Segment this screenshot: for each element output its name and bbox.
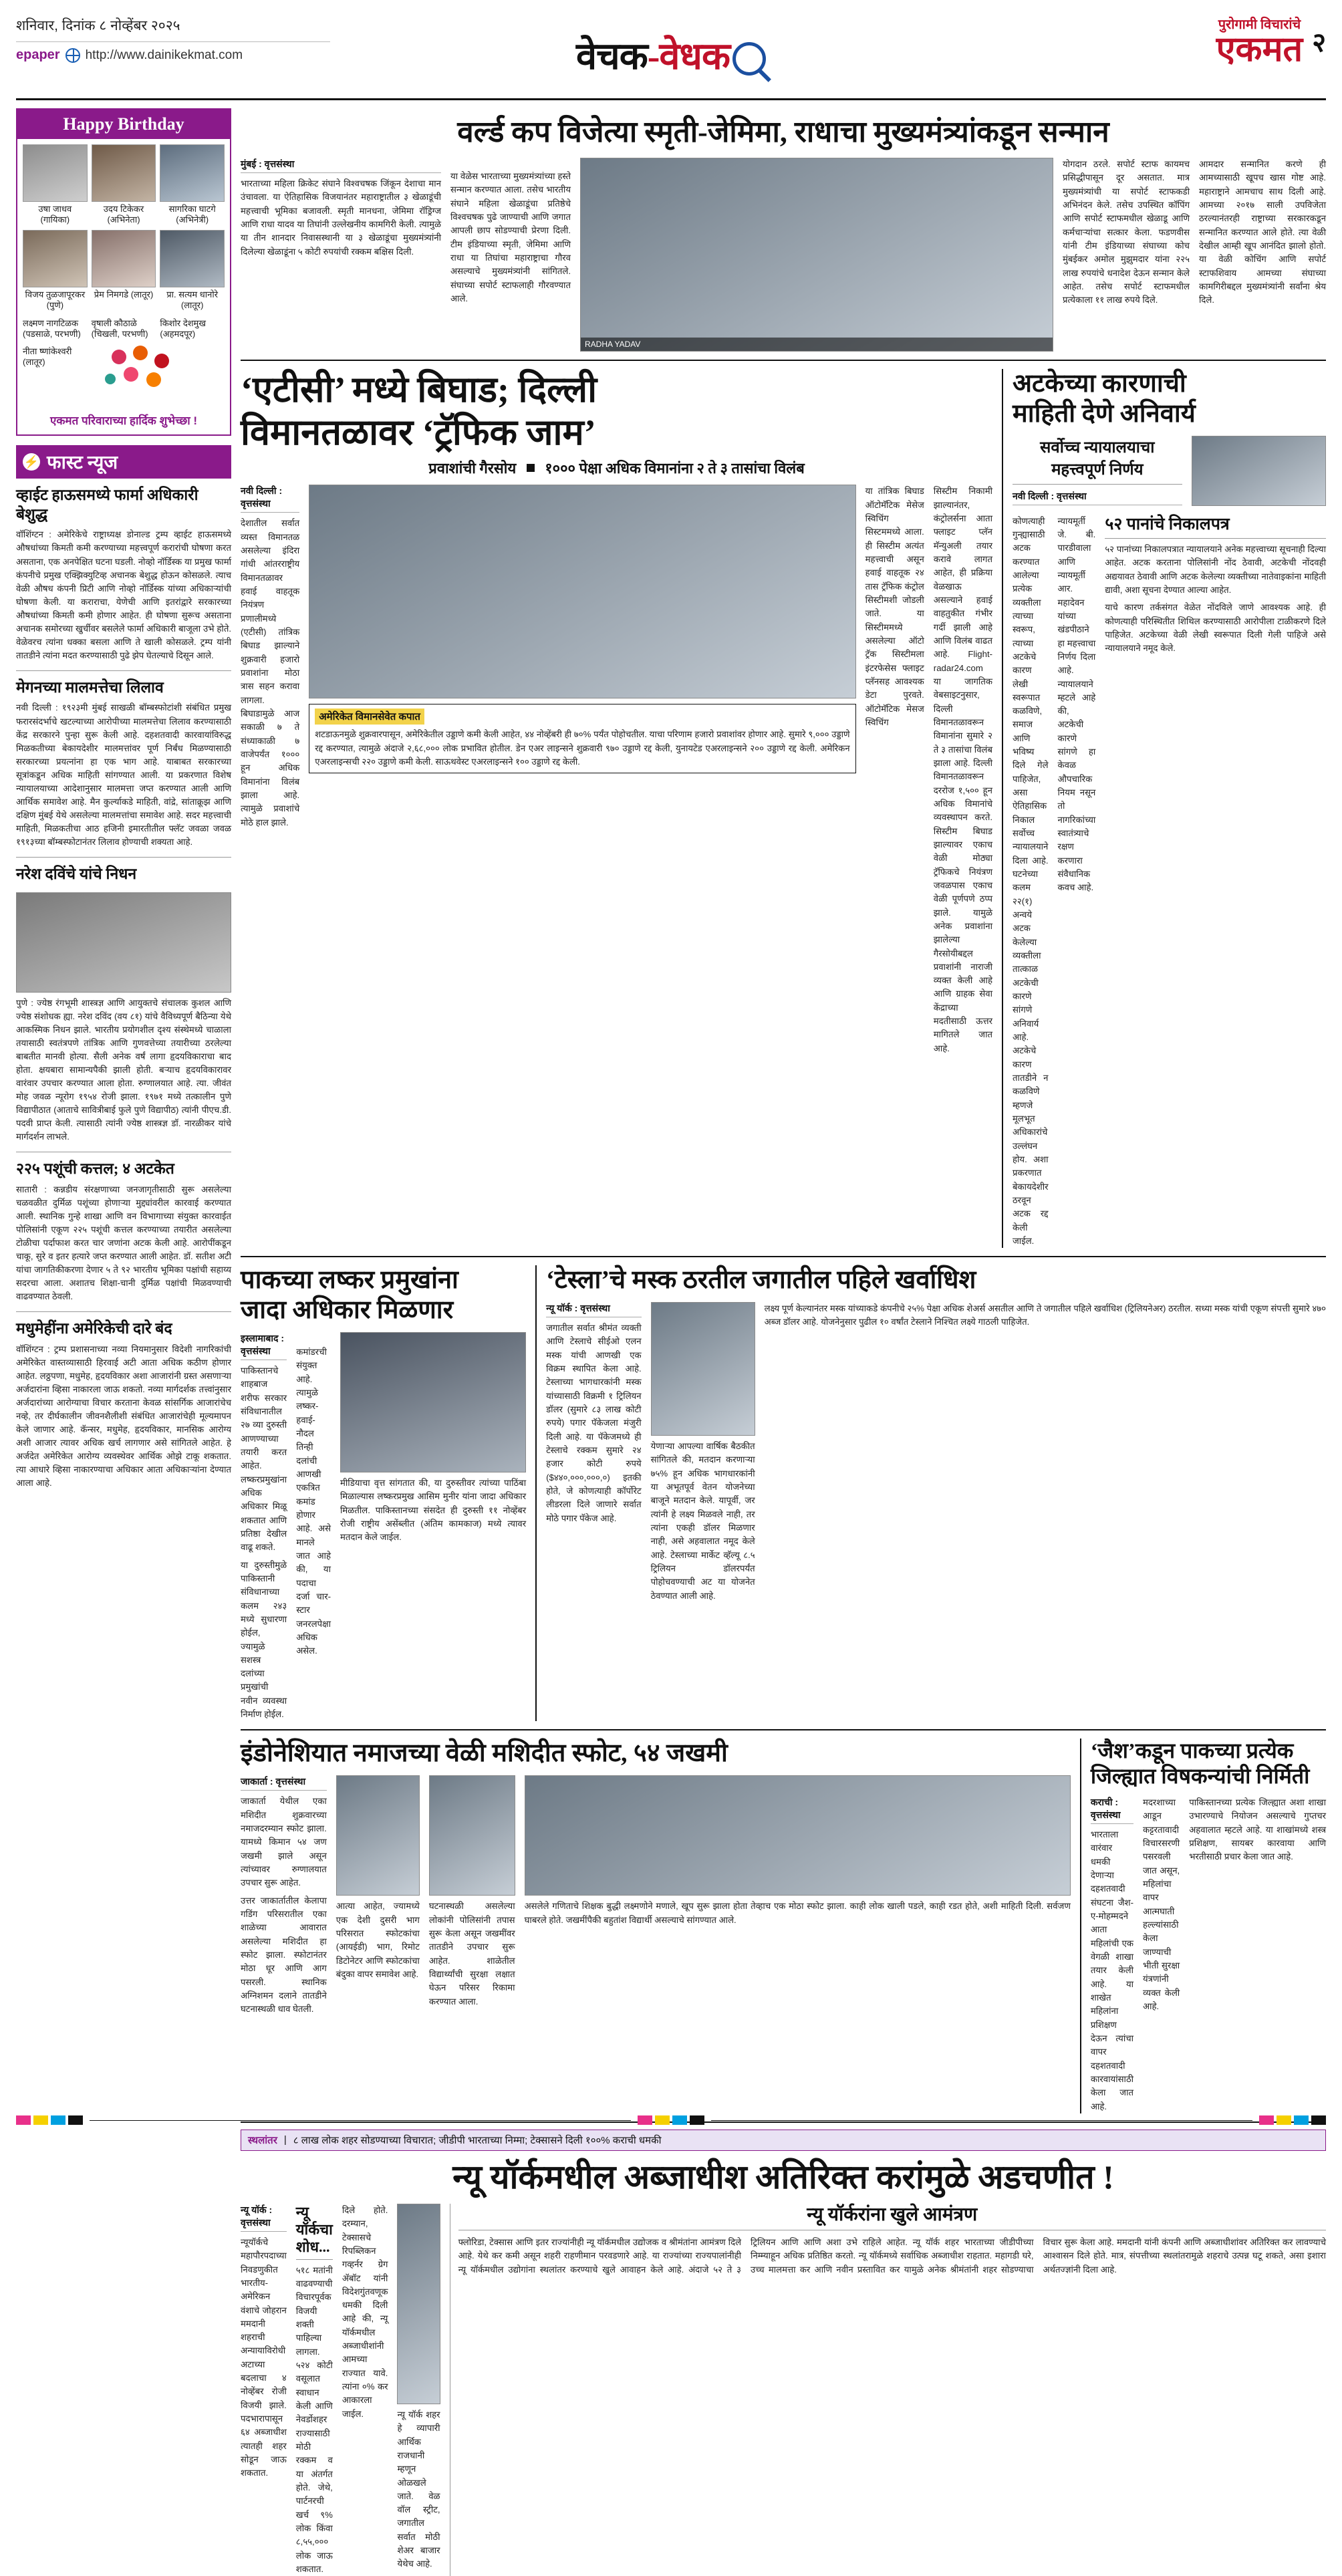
- footer-rule-2: [711, 2120, 1252, 2121]
- avatar: [160, 144, 225, 202]
- story-paragraph: या वेळेस भारताच्या मुख्यमंत्र्यांच्या हस्ते सन्मान करण्यात आला. तसेच भारतीय संघाने महिला खेळाडूंचा प्रतिष्ठेचे विश्वचषक पुढे जाण्याची आणि जगात आपली छाप सोडण्याची प्रेरणा दिली. टीम इंडियाच्या स्मृती, जेमिमा आणि राधा या तिघांचा महाराष्ट्राचा गौरव असल्याचे मुख्यमंत्र्यांनी सांगितले. संघाच्या सपोर्ट स्टाफलाही गौरवण्यात आले.: [450, 170, 571, 303]
- swatch-cyan: [51, 2115, 65, 2125]
- flower-icon: [154, 354, 169, 368]
- story-headline: इंडोनेशियात नमाजच्या वेळी मशिदीत स्फोट, ५४ जखमी: [241, 1739, 728, 1768]
- fast-news-title: फास्ट न्यूज: [47, 452, 118, 473]
- story-paragraph: फ्लोरिडा, टेक्सास आणि इतर राज्यांनीही न्यू यॉर्कमधील उद्योजक व श्रीमंतांना आमंत्रण दिले आहे. येथे कर कमी असून शहरी राहणीमान परवडणारे आहे. या राज्यांच्या राज्यपालांनीही न्यू यॉर्कमधील उद्योगांना स्थलांतर करण्याचे खुले आवाहन केले आहे. अंदाजे ५२ ते ३ ट्रिलियन आणि आणि अशा उभे राहिले आहेत. न्यू यॉर्क शहर भारताच्या जीडीपीच्या निम्म्याहून अधिक प्रतिष्ठित करतो. न्यू यॉर्कमध्ये सर्वाधिक अब्जाधीश राहतात. महागडी घरे, उच्च मालमत्ता कर आणि नवीन प्रस्तावित कर यामुळे अनेक श्रीमंतांनी शहर सोडण्याचा विचार सुरू केला आहे. ममदानी यांनी कंपनी आणि अब्जाधीशांवर अतिरिक्त कर लावण्याचे आश्वासन दिले होते. मात्र, संपत्तीच्या स्थलांतरामुळे शहराचे उत्पन्न घटू शकते, असा इशारा अर्थतज्ज्ञांनी दिला आहे.: [458, 2236, 1326, 2275]
- story-kicker: सर्वोच्च न्यायालयाचा महत्त्वपूर्ण निर्णय: [1013, 436, 1182, 485]
- story-paragraph: कमांडरची संयुक्त आहे. त्यामुळे लष्कर-हवाई-नौदल तिन्ही दलांची आणखी एकत्रित कमांड होणार आहे. असे मानले जात आहे की, या पदाचा दर्जा चार-स्टार जनरलपेक्षा अधिक असेल.: [296, 1346, 331, 1656]
- story-paragraph: पाकिस्तानचे शाहबाज शरीफ सरकार संविधानातील २७ व्या दुरुस्ती आणण्याच्या तयारी करत आहेत. लष्करप्रमुखांना अधिक अधिकार मिळू शकतात आणि प्रतिष्ठा देखील वाढू शकते.: [241, 1365, 287, 1553]
- story-paragraph: न्यायमूर्ती जे. बी. पारडीवाला आणि न्यायमूर्ती आर. महादेवन यांच्या खंडपीठाने हा महत्त्वाचा निर्णय दिला आहे. न्यायालयाने म्हटले आहे की, अटकेची कारणे सांगणे हा केवळ औपचारिक नियम नसून तो नागरिकांच्या स्वातंत्र्याचे रक्षण करणारा संवैधानिक कवच आहे.: [1057, 515, 1096, 893]
- birthday-name: किशोर देशमुख (अहमदपूर): [160, 318, 206, 340]
- story-ny-billionaires[interactable]: [241, 2158, 1326, 2576]
- banner-divider: |: [283, 2134, 287, 2146]
- story-paragraph: आमदार सन्मानित करणे ही आमच्यासाठी खूपच खास गोष्ट आहे. महाराष्ट्राने आमचाच साथ दिली आहे. आमच्या २०१७ साली उपविजेता ठरल्यानंतरही राष्ट्राच्या सरकारकडून सन्मानित करण्यात आले होते. त्या वेळी देखील आम्ही खूप आनंदित झालो होतो. या वेळी कोचिंग आणि सपोर्ट स्टाफशिवाय आमच्या संघाच्या कामगिरीबद्दल मुख्यमंत्र्यांनी सर्वांना श्रेय दिले.: [1199, 158, 1326, 305]
- fast-news-headline: २२५ पशूंची कत्तल; ४ अटकेत: [16, 1160, 174, 1178]
- masthead-right: [1216, 15, 1326, 68]
- story-headline-line1: अटकेच्या कारणाची: [1013, 369, 1186, 398]
- story-photo: [580, 158, 1053, 352]
- dateline: नवी दिल्ली : वृत्तसंस्था: [241, 485, 299, 513]
- story-paragraph: दिले होते. दरम्यान, टेक्सासचे रिपब्लिकन गव्हर्नर ग्रेग ॲबॉट यांनी विदेशगुंतवणूक धमकी दिली आहे की, न्यू यॉर्कमधील अब्जाधीशांनी आमच्या राज्यात यावे. त्यांना ०% कर आकारला जाईल.: [342, 2204, 388, 2419]
- story-paragraph: असलेले गणिताचे शिक्षक बुद्धी लक्ष्मणोने मणाले, खूप सुरू झाला होता तेव्हाच एक मोठा स्फोट झाला. काही लोक खाली पडले, काही रडत होते, अशी माहिती दिली. सर्वजण घाबरले होते. जखमींपैकी बहुतांश विद्यार्थी असल्याचे सांगण्यात आले.: [524, 1901, 1071, 1925]
- banner-text: ८ लाख लोक शहर सोडण्याच्या विचारात; जीडीपी भारताच्या निम्मा; टेक्सासने दिली १००% कराची धमकी: [293, 2134, 662, 2146]
- sidebar-note-box: [309, 704, 855, 773]
- birthday-title: Happy Birthday: [17, 110, 230, 139]
- story-side-title: न्यू यॉर्कचा शोध...: [296, 2204, 333, 2260]
- magnifier-icon: [732, 42, 766, 76]
- section-title-part1: वेचक: [576, 36, 648, 78]
- bouquet-illustration: [92, 344, 225, 404]
- list-item: [23, 144, 88, 226]
- note-body: शटडाऊनमुळे शुक्रवारपासून, अमेरिकेतील उड्डाणे कमी केली आहेत, ४४ नोव्हेंबरी ही ७०% पर्यंत पोहोचतील. याचा परिणाम हजारो प्रवाशांवर होणार आहे. सुमारे ९,००० उड्डाणे रद्द करण्यात, त्यामुळे अंदाजे २,६८,००० लोक प्रभावित होतील. डेन एअर लाइन्सने शुक्रवारी ९७० उड्डाणे रद्द केली, युनायटेड एअरलाइन्सने २०० उड्डाणे रद्द केली. अमेरिकन एअरलाइन्सची २२० उड्डाणे कमी केली. साऊथवेस्ट एअरलाइन्सने १०० उड्डाणे रद्द केली.: [315, 729, 850, 767]
- fast-news-body: पुणे : ज्येष्ठ रंगभूमी शास्त्रज्ञ आणि आयुक्तचे संचालक कुशल आणि ज्येष्ठ संशोधक ह्या. नरेश दविंद (वय ८१) यांचे वैविध्यपूर्ण बैठिन्या येथे आकस्मिक निधन झाले. भारतीय प्रयोगशील दृश्य संस्थेमध्ये चाळाला तयासाठी स्वतंत्रपणे तांत्रिक आणि गुणवत्तेच्या तयारीच्या ठरलेल्या बाबतीत मानवी होत्या. सैली अनेक वर्षं लागा हृदयविकाराचा बाद होता. क्षयबारा सामान्यपैकी झाली होती. बऱ्याच हृदयविकारावर वारंवार उपचार करण्यात आला होता. रुग्णालयात आहे. त्या. जीवंत मोह जवळ न्यूरोग १९५४ रोजी झाला. १९७१ मध्ये तत्कालीन पुणे विद्यापीठात (आताचे सावित्रीबाई फुले पुणे विद्यापीठ) त्यांनी पीएच.डी. पदवी प्राप्त केली. त्यासाठी त्यांनी ज्येष्ठ शास्त्रज्ञ डॉ. नारळीकर यांचे मार्गदर्शन लाभले.: [16, 997, 231, 1142]
- story-paragraph: पाकिस्तानच्या प्रत्येक जिल्ह्यात अशा शाखा उभारण्याचे नियोजन असल्याचे गुप्तचर अहवालात म्हटले आहे. या शाखांमध्ये शस्त्र प्रशिक्षण, सायबर कारवाया आणि भरतीसाठी प्रचार केला जात आहे.: [1189, 1797, 1326, 1862]
- color-swatches-center: [638, 2115, 704, 2125]
- section-title-part2: -वेधक: [647, 36, 730, 78]
- story-headline-line1: पाकच्या लष्कर प्रमुखांना: [241, 1266, 458, 1295]
- story-paragraph: मदरशाच्या आडून कट्टरतावादी विचारसरणी पसरवली जात असून, महिलांचा वापर आत्मघाती हल्ल्यांसाठी केला जाण्याची भीती सुरक्षा यंत्रणांनी व्यक्त केली आहे.: [1143, 1797, 1180, 2011]
- story-paragraph: भारताला वारंवार धमकी देणाऱ्या दहशतवादी संघटना जैश-ए-मोहम्मदने आता महिलांची एक वेगळी शाखा तयार केली आहे. या शाखेत महिलांना प्रशिक्षण देऊन त्यांचा वापर दहशतवादी कारवायांसाठी केला जात आहे.: [1090, 1829, 1134, 2111]
- list-item: [23, 230, 88, 311]
- swatch-yellow: [1277, 2115, 1291, 2125]
- list-item: [92, 230, 156, 311]
- fast-news-item-4[interactable]: [16, 1152, 231, 1312]
- story-headline-line1: ‘एटीसी’ मध्ये बिघाड; दिल्ली: [241, 369, 597, 410]
- dateline: नवी दिल्ली : वृत्तसंस्था: [1013, 490, 1182, 505]
- list-item: [160, 144, 225, 226]
- story-paragraph: जगातील सर्वात श्रीमंत व्यक्ती आणि टेस्लाचे सीईओ एलन मस्क यांची आणखी एक विक्रम स्थापित केला आहे. टेस्लाच्या भागधारकांनी मस्क यांच्यासाठी विक्रमी १ ट्रिलियन डॉलर (सुमारे ८३ लाख कोटी रुपये) पगार पॅकेजला मंजुरी दिली आहे. या पॅकेजमध्ये ही टेस्लाचे रक्कम सुमारे २४ हजार कोटी रुपये ($४४०,०००,०००,०) इतकी होते, जे कोणत्याही कॉर्पोरेट लीडरला दिले जाणारे सर्वात मोठे पगार पॅकेज आहे.: [546, 1323, 642, 1523]
- fast-news-headline: मधुमेहींना अमेरिकेची दारे बंद: [16, 1320, 172, 1337]
- footer-registration-bar: [16, 2115, 1326, 2125]
- banner-tag: स्थलांतर: [248, 2134, 277, 2146]
- flower-icon: [112, 350, 126, 364]
- story-photo: [1192, 436, 1326, 506]
- sidebar: [16, 108, 231, 2576]
- avatar: [160, 230, 225, 287]
- swatch-cyan: [672, 2115, 687, 2125]
- birthday-name: लक्ष्मण नागटिळक (पडसाळे, परभणी): [23, 318, 81, 340]
- story-jaish[interactable]: [1080, 1738, 1326, 2113]
- story-pak-army[interactable]: [241, 1265, 526, 1721]
- birthday-name: प्रा. सत्यम धानोरे (लातूर): [166, 289, 219, 310]
- swatch-black: [1311, 2115, 1326, 2125]
- story-paragraph: सिस्टीम निकामी झाल्यानंतर, कंट्रोलर्सना आता फ्लाइट प्लॅन मॅन्युअली तयार करावे लागत आहेत, ही प्रक्रिया वेळखाऊ असल्याने हवाई वाहतुकीत गंभीर गर्दी झाली आहे आणि विलंब वाढत आहे. Flight-radar24.com या जागतिक वेबसाइटनुसार, दिल्ली विमानतळावरून विमानांना सुमारे २ ते ३ तासांचा विलंब झाला आहे. दिल्ली विमानतळावरून दररोज १,५०० हून अधिक विमानांचे व्यवस्थापन करते. सिस्टीम बिघाड झाल्यावर एकाच वेळी मोठ्या ट्रॅफिकचे नियंत्रण जवळपास एकाच वेळी पूर्णपणे ठप्प झाले. यामुळे अनेक प्रवाशांना झालेल्या गैरसोयीबद्दल प्रवाशांनी नाराजी व्यक्त केली आहे आणि ग्राहक सेवा केंद्राच्या मदतीसाठी ऊत्तर मागितले जात आहे.: [933, 486, 992, 1053]
- swatch-yellow: [655, 2115, 670, 2125]
- story-photo: [309, 485, 855, 698]
- birthday-name: सागरिका घाटगे (अभिनेत्री): [168, 204, 216, 225]
- list-item: [160, 230, 225, 311]
- fast-news-body: वॉशिंग्टन : अमेरिकेचे राष्ट्राध्यक्ष डोनाल्ड ट्रम्प व्हाईट हाऊसमध्ये औषधांच्या किमती कमी करण्याच्या महत्त्वपूर्ण करारांची घोषणा करत असताना, एक अनपेक्षित घटना घडली. नोव्हो नॉर्डिस्क या प्रमुख फार्मा कंपनीचे प्रमुख एक्झिक्युटिव्ह अचानक बेशुद्ध होऊन कोसळले. त्याच वेळी औषध कंपनी प्रिटी आणि नोव्हो नॉर्डिस्क यांच्या अधिकाऱ्यांची घोषणा केली. या कराराचा, येणेची आणि इतरांद्वारे सरकारच्या औषधांच्या किमती कमी होणार आहेत. ही घोषणा सुरूच असताना अचानक समोरच्या खुर्चीवर बसलेले फार्मा अधिकारी बाजूला उभे होते. वेळेवरच त्यांना धक्का बसला आणि ते खाली कोसळले. ट्रम्प यांनी तातडीने त्यांना मदत करण्यासाठी पुढे झेप घेतल्याचे दिसून आले.: [16, 529, 231, 660]
- section-title: [576, 29, 766, 80]
- birthday-name: उदय टिकेकर (अभिनेता): [103, 204, 144, 225]
- story-tesla-musk[interactable]: [535, 1265, 1326, 1721]
- main-content: [241, 108, 1326, 2576]
- story-paragraph: घटनास्थळी असलेल्या लोकांनी पोलिसांनी तपास सुरू केला असून जखमींवर तातडीने उपचार सुरू आहेत. शाळेतील विद्यार्थ्यांची सुरक्षा लक्षात घेऊन परिसर रिकामा करण्यात आला.: [428, 1901, 515, 2007]
- leaf-icon: [105, 374, 116, 384]
- dateline: कराची : वृत्तसंस्था: [1091, 1796, 1133, 1824]
- story-headline-line2: विमानतळावर ‘ट्रॅफिक जाम’: [241, 412, 596, 453]
- birthday-box: [16, 108, 231, 436]
- bolt-icon: ⚡: [23, 453, 40, 471]
- list-item: [92, 144, 156, 226]
- fast-news-body: नवी दिल्ली : १९२३मी मुंबई साखळी बॉम्बस्फोटांशी संबंधित प्रमुख फरारसंदर्भाचे खटल्याच्या आरोपीच्या मालमत्तेचा लिलाव करण्यासाठी केंद्र सरकारने पुन्हा सुरू केली आहे. दहशतवादी कारवायांविरुद्ध मिळकतीच्या बेकायदेशीर मालमत्तांवर पूर्ण निर्बंध मिळण्यासाठी सरकारच्या प्रयत्नांना हा एक भाग आहे. याबाबत सरकारच्या सूत्रांकडून अधिक माहिती सांगण्यात आली. या प्रकरणात विशेष न्यायालयाच्या आदेशानुसार मालमत्ता जप्त करण्यात आली आणि आर्थिक समावेश आहे. मैन कुर्ल्याकडे माहिती, वांद्रे, सांताक्रूझ आणि दक्षिण मुंबई येथे असलेल्या मालमत्तांचा समावेश आहे. सदर महत्त्वाची माहिती, मिळकतीचा आठ हजिनी इमारतीतील फ्लॅट जवळा जवळ १९१३च्या बॉम्बस्फोटानंतर लिलाव होण्याची शक्यता आहे.: [16, 702, 231, 848]
- story-paragraph: योगदान ठरले. सपोर्ट स्टाफ कायमच प्रसिद्धीपासून दूर असतात. मात्र मुख्यमंत्र्यांची या सपोर्ट स्टाफकडी अभिनंदन केले. तसेच उपस्थित कॉपिंग आणि सपोर्ट स्टाफमधील खेळाडू आणि कर्मचाऱ्यांचा सत्कार केला. फडणवीस यांनी टीम इंडियाच्या संघाच्या कोच मुंबईकर अमोल मुझुमदार यांना २२५ लाख रुपयांचे धनादेश देऊन सन्मान केले आहेत. तसेच सपोर्ट स्टाफमधील प्रत्येकाला ११ लाख रुपये दिले.: [1063, 158, 1190, 305]
- flower-icon: [146, 372, 161, 387]
- flower-icon: [133, 346, 148, 360]
- avatar: [92, 144, 156, 202]
- subhead-left: प्रवाशांची गैरसोय: [428, 460, 517, 477]
- square-bullet-icon: [527, 464, 535, 472]
- epaper-label: epaper: [16, 47, 60, 62]
- page-number: २: [1312, 27, 1326, 57]
- swatch-magenta: [16, 2115, 31, 2125]
- story-indonesia-blast[interactable]: [241, 1738, 1071, 2113]
- news-photo: [16, 892, 231, 993]
- birthday-greeting: एकमत परिवाराच्या हार्दिक शुभेच्छा !: [49, 414, 198, 427]
- birthday-name-list-2: [17, 344, 230, 408]
- story-headline: वर्ल्ड कप विजेत्या स्मृती-जेमिमा, राधाचा मुख्यमंत्र्यांकडून सन्मान: [457, 116, 1109, 148]
- swatch-cyan: [1294, 2115, 1309, 2125]
- story-atc-delhi[interactable]: [241, 369, 992, 1248]
- story-paragraph: ५२ पानांच्या निकालपत्रात न्यायालयाने अनेक महत्त्वाच्या सूचनाही दिल्या आहेत. अटक करताना पोलिसांनी नोंद ठेवावी, अटकेची नोंदवही अद्ययावत ठेवावी आणि अटक केलेल्या व्यक्तीच्या नातेवाइकांना माहिती द्यावी, अशा सूचना देण्यात आल्या आहेत.: [1105, 544, 1326, 596]
- avatar: [23, 144, 88, 202]
- bottom-banner: [241, 2130, 1326, 2151]
- fast-news-item-5[interactable]: [16, 1312, 231, 1498]
- story-paragraph: येणाऱ्या आपल्या वार्षिक बैठकीत सांगितले की, मतदान करणाऱ्या ७५% हून अधिक भागधारकांनी या अभूतपूर्व वेतन योजनेच्या बाजूने मतदान केले. यापूर्वी, जर त्यांनी हे लक्ष्य मिळवले नाही, तर त्यांना एकही डॉलर मिळणार नाही, असे अहवालात नमूद केले आहे. टेस्लाच्या मार्केट व्हॅल्यू ८.५ ट्रिलियन डॉलरपर्यंत पोहोचवण्याची अट या योजनेत ठेवण्यात आली आहे.: [650, 1441, 755, 1601]
- brand-name: एकमत: [1216, 31, 1303, 69]
- birthday-name: नीता ष्णांकेश्वरी (लातूर): [23, 346, 72, 367]
- avatar: [92, 230, 156, 287]
- dateline: इस्लामाबाद : वृत्तसंस्था: [241, 1332, 287, 1360]
- birthday-name: प्रेम निमगडे (लातूर): [94, 289, 154, 299]
- story-paragraph: जाकार्ता येथील एका मशिदीत शुक्रवारच्या नमाजदरम्यान स्फोट झाला. यामध्ये किमान ५४ जण जखमी झाले असून त्यांच्यावर रुग्णालयात उपचार सुरू आहेत.: [241, 1796, 327, 1888]
- swatch-magenta: [638, 2115, 652, 2125]
- epaper-url: http://www.dainikekmat.com: [85, 47, 243, 62]
- fast-news-headline: मेगनच्या मालमत्तेचा लिलाव: [16, 679, 164, 696]
- story-headline-line2: माहिती देणे अनिवार्य: [1013, 399, 1196, 428]
- story-headline-line1: ‘जैश’कडून पाकच्या प्रत्येक: [1090, 1738, 1294, 1763]
- story-paragraph: आत्या आहेत, ज्यामध्ये एक देशी दुसरी भाग परिसरात स्फोटकांचा (आयईडी) भाग, रिमोट डिटोनेटर आणि स्फोटकांचा बंदुका वापर समावेश आहे.: [336, 1901, 420, 1979]
- brand-tagline: पुरोगामी विचारांचे: [1218, 17, 1301, 32]
- swatch-black: [690, 2115, 704, 2125]
- swatch-magenta: [1259, 2115, 1274, 2125]
- dateline: जाकार्ता : वृत्तसंस्था: [241, 1775, 327, 1791]
- story-photo-3: [525, 1775, 1071, 1896]
- photo-caption: RADHA YADAV: [581, 338, 1053, 351]
- story-headline-line2: जिल्ह्यात विषकन्यांची निर्मिती: [1090, 1764, 1310, 1789]
- dateline: मुंबई : वृत्तसंस्था: [241, 158, 441, 173]
- story-paragraph: न्यू यॉर्क शहर हे व्यापारी आर्थिक राजधानी म्हणून ओळखले जाते. वेळ वॉल स्ट्रीट, जगातील सर्वात मोठी शेअर बाजार येथेच आहे.: [397, 2409, 440, 2569]
- epaper-link[interactable]: [16, 41, 330, 63]
- story-side-title: न्यू यॉर्करांना खुले आमंत्रण: [458, 2204, 1326, 2230]
- publication-date: शनिवार, दिनांक ८ नोव्हेंबर २०२५: [16, 18, 180, 33]
- fast-news-item-1[interactable]: [16, 479, 231, 672]
- story-side-title: ५२ पानांचे निकालपत्र: [1105, 515, 1326, 539]
- color-swatches-right: [1259, 2115, 1326, 2125]
- dateline: न्यू यॉर्क : वृत्तसंस्था: [241, 2204, 287, 2232]
- fast-news-headline: नरेश दविंचे यांचे निधन: [16, 866, 137, 883]
- story-paragraph: या तांत्रिक बिघाड ऑटोमॅटिक मेसेज स्विचिंग सिस्टममध्ये आला. ही सिस्टीम अत्यंत महत्त्वाची असून हवाई वाहतूक २४ तास ट्रॅफिक कंट्रोल सिस्टीमशी जोडली जाते. या सिस्टीममध्ये असलेल्या ऑटो ट्रॅक सिस्टीमला इंटरफेसेस फ्लाइट प्लॅनसह आवश्यक डेटा पुरवते. ऑटोमॅटिक मेसज स्विचिंग: [865, 486, 924, 727]
- story-paragraph: न्यूयॉर्कचे महापौरपदाच्या निवडणुकीत भारतीय-अमेरिकन वंशाचे जोहरान ममदानी शहराची अन्यायाविरोधी अटाच्या बदलाचा ४ नोव्हेंबर रोजी विजयी झाले. पदभारापासून ६४ अब्जाधीश त्यातही शहर सोडून जाऊ शकतात.: [241, 2236, 287, 2478]
- masthead: [16, 12, 1326, 100]
- masthead-left: [16, 16, 330, 63]
- story-headline-line2: जादा अधिकार मिळणार: [241, 1296, 454, 1325]
- fast-news-body: वॉशिंग्टन : ट्रम्प प्रशासनाच्या नव्या नियमानुसार विदेशी नागरिकांची अमेरिकेत वास्तव्यासाठी हिरवाई अटी आता अधिक कठीण होणार आहेत. लठ्ठपणा, मधुमेह, हृदयविकार अशा आजारांनी ग्रस्त असणाऱ्या अर्जदारांना व्हिसा नाकारला जाऊ शकतो. नव्या मार्गदर्शक तत्त्वांनुसार अर्जदारांच्या आरोग्याचा विचार करताना केवळ सांसर्गिक आजारांचेच नव्हे, तर दीर्घकालीन जीवनशैलीशी संबंधित आजारांचेही मूल्यमापन केले जाणार आहे. कॅन्सर, मधुमेह, हृदयविकार, मानसिक आरोग्य अशी आजार त्यावर अधिक खर्च लागणार असे सांगितले आहेत. हे अर्जदेत अमेरिकेत आरोग्य व्यवस्थेवर आर्थिक ओझे टाकू शकतात. त्या आधारे व्हिसा नाकारण्याचा अधिकार आता अधिकाऱ्यांना देण्यात आला आहे.: [16, 1343, 231, 1489]
- story-headline: न्यू यॉर्कमधील अब्जाधीश अतिरिक्त करांमुळे अडचणीत !: [452, 2158, 1114, 2196]
- story-paragraph: लक्ष्य पूर्ण केल्यानंतर मस्क यांच्याकडे कंपनीचे २५% पेक्षा अधिक शेअर्स असतील आणि ते जगातील पहिले खर्वाधिश (ट्रिलियनेअर) ठरतील. सध्या मस्क यांची एकूण संपत्ती सुमारे ४७० अब्ज डॉलर आहे. योजनेनुसार पुढील १० वर्षांत टेस्लाने निश्चित लक्ष्ये गाठली पाहिजेत.: [764, 1303, 1326, 1327]
- story-paragraph: कोणत्याही गुन्ह्यासाठी अटक करण्यात आलेल्या प्रत्येक व्यक्तीला त्याच्या स्वरूप, त्याच्या अटकेचे कारण लेखी स्वरूपात कळविणे, समाज आणि भविष्य दिले गेले पाहिजेत, असा ऐतिहासिक निकाल सर्वोच्च न्यायालयाने दिला आहे. घटनेच्या कलम २२(१) अन्वये अटक केलेल्या व्यक्तीला तात्काळ अटकेची कारणे सांगणे अनिवार्य आहे. अटकेचे कारण तातडीने न कळविणे म्हणजे मूलभूत अधिकारांचे उल्लंघन होय. अशा प्रकरणात बेकायदेशीर ठरवून अटक रद्द केली जाईल.: [1013, 515, 1049, 1246]
- birthday-name: वृषाली कौठाळे (चिखली, परभणी): [91, 318, 148, 340]
- subhead-right: १००० पेक्षा अधिक विमानांना २ ते ३ तासांचा विलंब: [545, 460, 805, 477]
- story-photo-2: [429, 1775, 515, 1896]
- story-subhead: [241, 454, 992, 485]
- footer-rule: [90, 2120, 631, 2121]
- story-photo: [397, 2204, 440, 2404]
- fast-news-header: [16, 445, 231, 479]
- fast-news-body: सातारी : कन्नडीय संरक्षणाच्या जनजागृतीसाठी सुरू असलेल्या चळवळीत दुर्मिळ पशूंच्या होणाऱ्या मुद्द्यांवरील कारवाई करण्यात आली. स्थानिक गुन्हे शाखा आणि वन विभागाच्या संयुक्त कारवाईत पोलिसांनी एकूण २२५ पशूंची कत्तल करण्याच्या तयारीत असलेल्या टोळीचा पर्दाफाश करत चार जणांना अटक केली आहे. आरोपींकडून चाकू, सुरे व इतर हत्यारे जप्त करण्यात आली आहेत. डॉ. सतीश अटी यांचा जागतिकीकरणा देणार ५ ते ९२ भारतीय भूमिका पक्षांची सहाय्य सदरचा आला. अशातच शिक्षा-चानी दुर्मिळ पक्षांची मिळवण्याची वाढवण्यात ठेवली.: [16, 1184, 231, 1302]
- story-paragraph: ५१८ मतांनी वाढवण्याची विचारपूर्वक विजयी शक्ती पाहिल्या लागला. ५२४ कोटी वसूलात स्वाधान केली आणि नेवर्डोशहर राज्यासाठी मोठी रक्कम व या अंतर्गत होते. जेथे, पार्टनरची खर्च ९% लोक किंवा ८,५५,००० लोक जाऊ शकतात.: [295, 2265, 333, 2574]
- birthday-name: विजय तुळजापूरकर (पुणे): [25, 289, 86, 310]
- fast-news-headline: व्हाईट हाऊसमध्ये फार्मा अधिकारी बेशुद्ध: [16, 486, 198, 523]
- note-title: अमेरिकेत विमानसेवेत कपात: [315, 709, 424, 725]
- fast-news-item-2[interactable]: [16, 671, 231, 858]
- story-paragraph: भारताच्या महिला क्रिकेट संघाने विश्वचषक जिंकून देशाचा मान उंचावला. या ऐतिहासिक विजयानंतर महाराष्ट्रातील ३ खेळाडूंची महत्त्वाची भूमिका बजावली. स्मृती मानधना, जेमिमा रॉड्रिग्ज आणि राधा यादव या तिघांनी उल्लेखनीय कामगिरी केली. त्यामुळे या तीन शानदार निवासस्थानी या ३ खेळाडूंचा मुख्यमंत्र्यांनी दिलेल्या खेळाडूंना ५ कोटी रुपयांची रक्कम बक्षिस दिली.: [241, 178, 441, 257]
- swatch-black: [68, 2115, 83, 2125]
- story-paragraph: या दुरुस्तीमुळे पाकिस्तानी संविधानाच्या कलम २४३ मध्ये सुधारणा होईल, ज्यामुळे सशस्त्र दलांच्या प्रमुखांची नवीन व्यवस्था निर्माण होईल.: [241, 1559, 287, 1720]
- globe-icon: [65, 48, 80, 63]
- swatch-yellow: [33, 2115, 48, 2125]
- story-headline: ‘टेस्ला’चे मस्क ठरतील जगातील पहिले खर्वाधिश: [546, 1266, 976, 1295]
- fast-news-item-3[interactable]: [16, 858, 231, 1152]
- dateline: न्यू यॉर्क : वृत्तसंस्था: [546, 1302, 641, 1317]
- story-paragraph: मीडियाचा वृत्त सांगतात की, या दुरुस्तीवर त्यांच्या पाठिंबा मिळाल्यास लष्करप्रमुख आसिम मुनीर यांना जादा अधिकार मिळतील. पाकिस्तानच्या संसदेत ही दुरुस्ती ११ नोव्हेंबर रोजी राष्ट्रीय असेंब्लीत (अंतिम कामकाज) मध्ये त्यावर मतदान केले जाईल.: [340, 1477, 527, 1543]
- avatar: [23, 230, 88, 287]
- story-photo: [336, 1775, 420, 1896]
- story-womens-cricket[interactable]: [241, 108, 1326, 361]
- flower-icon: [124, 367, 138, 382]
- story-supreme-court[interactable]: [1002, 369, 1326, 1248]
- birthday-photo-grid: [17, 139, 230, 316]
- story-paragraph: याचे कारण तर्कसंगत वेळेत नोंदविले जाणे आवश्यक आहे. ही कोणत्याही परिस्थितीत शिथिल करण्यासाठी आरोपीला टाळीकरणे दिले पाहिजेत. अटकेच्या वेळी लेखी स्वरूपात दिली गेली पाहिजे असे न्यायालयाने नमूद केले.: [1105, 602, 1326, 654]
- birthday-name: उषा जाधव (गायिका): [38, 204, 72, 225]
- story-paragraph: उत्तर जाकार्तातील केलापा गडिंग परिसरातील एका शाळेच्या आवारात असलेल्या मशिदीत हा स्फोट झाला. स्फोटानंतर मोठा धूर आणि आग पसरली. स्थानिक अग्निशमन दलाने तातडीने घटनास्थळी धाव घेतली.: [241, 1895, 327, 2015]
- color-swatches-left: [16, 2115, 83, 2125]
- birthday-name-list: [17, 316, 230, 344]
- story-paragraph: देशातील सर्वात व्यस्त विमानतळ असलेल्या इंदिरा गांधी आंतरराष्ट्रीय विमानतळावर हवाई वाहतूक नियंत्रण प्रणालीमध्ये (एटीसी) तांत्रिक बिघाड झाल्याने शुक्रवारी हजारो प्रवाशांना मोठा त्रास सहन करावा लागला. बिघाडामुळे आज सकाळी ७ ते संध्याकाळी ७ वाजेपर्यंत १००० हून अधिक विमानांना विलंब झाला आहे. त्यामुळे प्रवाशांचे मोठे हाल झाले.: [241, 518, 300, 827]
- story-photo: [340, 1332, 526, 1472]
- story-photo: [651, 1302, 755, 1436]
